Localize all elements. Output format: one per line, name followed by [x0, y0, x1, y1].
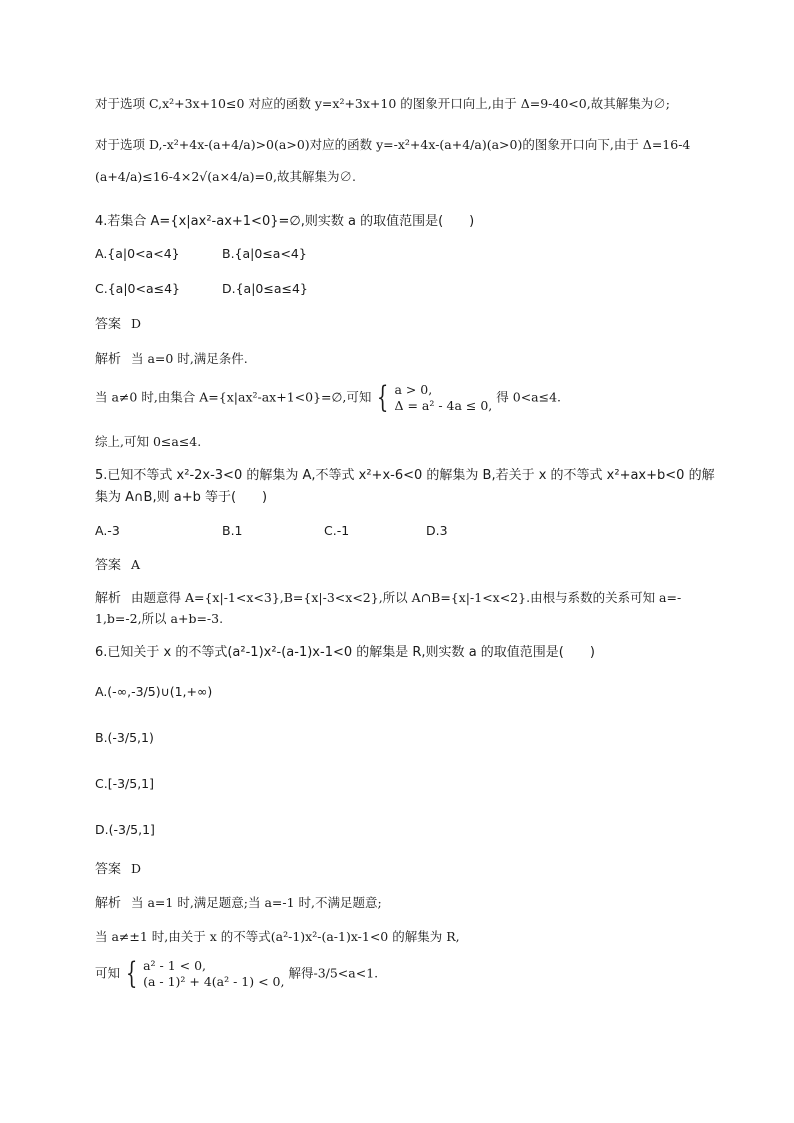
system-row-2: (a - 1)² + 4(a² - 1) < 0,	[143, 974, 285, 989]
explanation-text: 可知	[95, 965, 121, 981]
text-line-option-c: 对于选项 C,x²+3x+10≤0 对应的函数 y=x²+3x+10 的图象开口向上,由于 Δ=9-40<0,故其解集为∅;	[95, 96, 670, 111]
q5-option-c: C.-1	[324, 523, 350, 538]
explanation-label: 解析	[95, 352, 122, 367]
text-line-option-d: 对于选项 D,-x²+4x-(a+4/a)>0(a>0)对应的函数 y=-x²+4x-(a+4/a)(a>0)的图象开口向下,由于 Δ=16-4	[95, 137, 691, 152]
explanation-text: 由题意得 A={x|-1<x<3},B={x|-3<x<2},所以 A∩B={x|-1<x<2}.由根与系数的关系可知 a=-	[131, 590, 682, 605]
answer-value: A	[131, 557, 141, 572]
q6-option-b: B.(-3/5,1)	[95, 730, 154, 745]
q5-answer	[95, 556, 140, 575]
q5-explanation-1	[95, 589, 681, 608]
q5-option-d: D.3	[426, 523, 448, 538]
answer-label: 答案	[95, 558, 122, 573]
explanation-label: 解析	[95, 591, 122, 606]
question-6-stem: 6.已知关于 x 的不等式(a²-1)x²-(a-1)x-1<0 的解集是 R,则实数 a 的取值范围是( )	[95, 645, 595, 660]
inequality-system	[143, 958, 284, 990]
q4-explanation-2	[95, 382, 561, 414]
q4-option-d: D.{a|0≤a≤4}	[222, 281, 308, 296]
system-brace: {	[377, 380, 389, 415]
answer-value: D	[131, 316, 142, 331]
question-5-stem-1: 5.已知不等式 x²-2x-3<0 的解集为 A,不等式 x²+x-6<0 的解集为 B,若关于 x 的不等式 x²+ax+b<0 的解	[95, 468, 715, 483]
inequality-system	[394, 382, 492, 414]
explanation-label: 解析	[95, 896, 122, 911]
answer-value: D	[131, 861, 142, 876]
explanation-text: 当 a≠0 时,由集合 A={x|ax²-ax+1<0}=∅,可知	[95, 389, 372, 405]
q6-option-d: D.(-3/5,1]	[95, 822, 155, 837]
system-row-1: a > 0,	[394, 382, 433, 397]
q6-explanation-2: 当 a≠±1 时,由关于 x 的不等式(a²-1)x²-(a-1)x-1<0 的解集为 R,	[95, 929, 460, 944]
explanation-text: 当 a=0 时,满足条件.	[131, 351, 248, 366]
q5-explanation-2: 1,b=-2,所以 a+b=-3.	[95, 611, 224, 626]
q4-option-c: C.{a|0<a≤4}	[95, 281, 180, 296]
question-5-stem-2: 集为 A∩B,则 a+b 等于( )	[95, 490, 268, 505]
q4-answer	[95, 315, 141, 334]
q6-explanation-1	[95, 894, 382, 913]
system-brace: {	[125, 956, 138, 991]
q6-option-c: C.[-3/5,1]	[95, 776, 155, 791]
explanation-text: 当 a=1 时,满足题意;当 a=-1 时,不满足题意;	[131, 895, 382, 910]
q6-explanation-3	[95, 958, 378, 990]
q4-option-b: B.{a|0≤a<4}	[222, 246, 307, 261]
q6-answer	[95, 860, 141, 879]
system-row-1: a² - 1 < 0,	[143, 958, 207, 973]
q5-option-a: A.-3	[95, 523, 120, 538]
system-row-2: Δ = a² - 4a ≤ 0,	[394, 398, 493, 413]
q4-explanation-3: 综上,可知 0≤a≤4.	[95, 434, 202, 449]
answer-label: 答案	[95, 317, 122, 332]
question-4-stem: 4.若集合 A={x|ax²-ax+1<0}=∅,则实数 a 的取值范围是( )	[95, 214, 475, 229]
q6-option-a: A.(-∞,-3/5)∪(1,+∞)	[95, 684, 213, 699]
q5-option-b: B.1	[222, 523, 243, 538]
explanation-text: 得 0<a≤4.	[496, 389, 562, 405]
answer-label: 答案	[95, 862, 122, 877]
q4-explanation-1	[95, 350, 248, 369]
q4-option-a: A.{a|0<a<4}	[95, 246, 180, 261]
explanation-text: 解得-3/5<a<1.	[288, 965, 379, 981]
text-line-option-d-cont: (a+4/a)≤16-4×2√(a×4/a)=0,故其解集为∅.	[95, 169, 356, 184]
